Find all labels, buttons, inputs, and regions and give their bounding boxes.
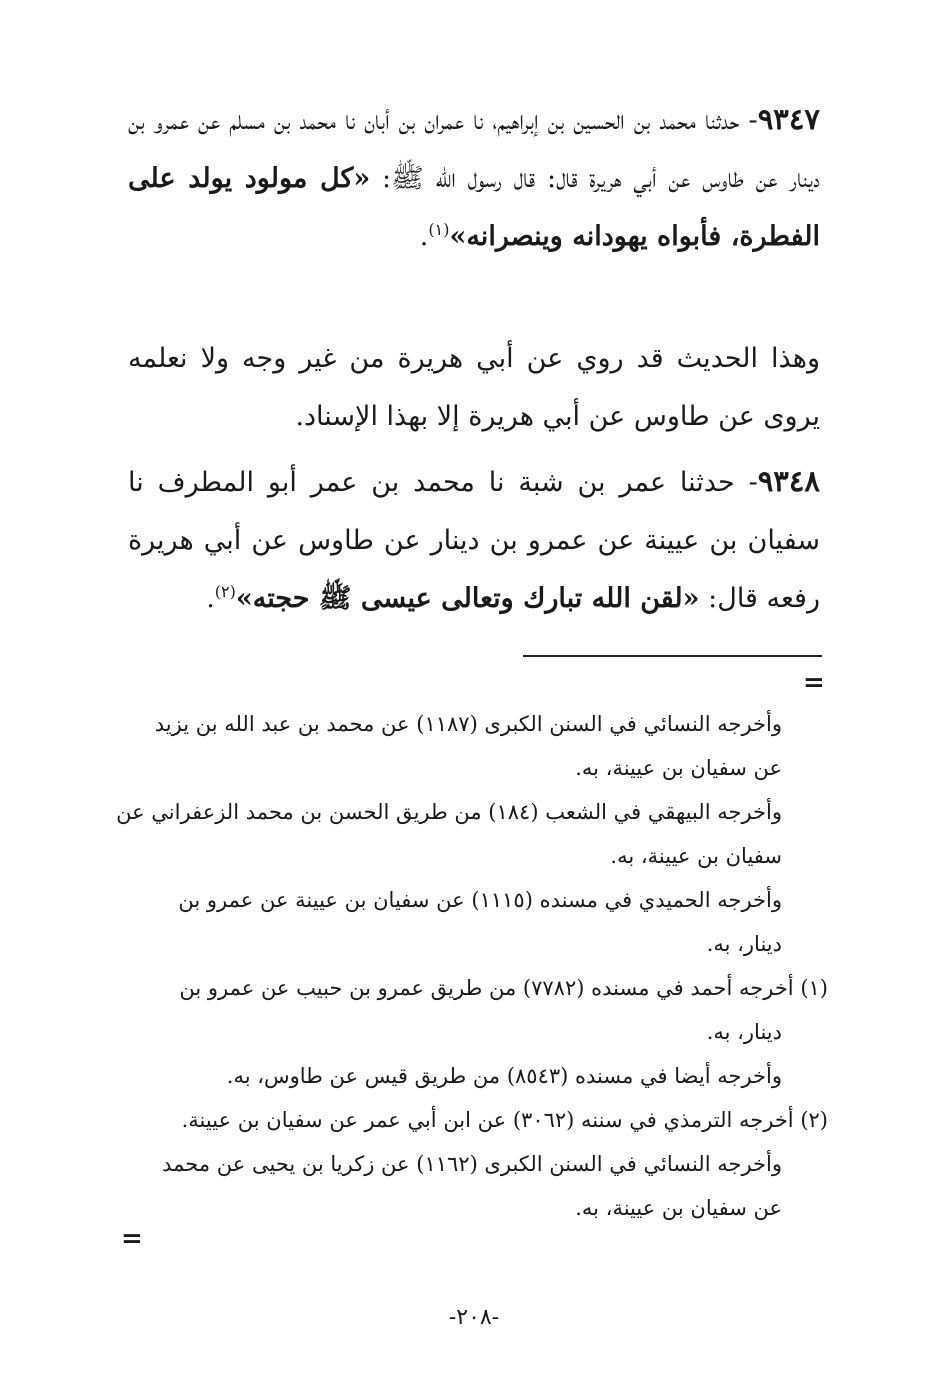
hadith-number: ٩٣٤٨ [757, 464, 820, 498]
footnote-line: عن سفيان بن عيينة، به. [575, 1196, 782, 1220]
hadith-9348 [128, 452, 820, 628]
footnote-line: (٢) أخرجه الترمذي في سننه (٣٠٦٢) عن ابن أبي عمر عن سفيان بن عيينة. [181, 1108, 828, 1132]
footnote-line: وأخرجه أيضا في مسنده (٨٥٤٣) من طريق قيس عن طاوس، به. [226, 1064, 782, 1088]
footnote-line: سفيان بن عيينة، به. [610, 844, 782, 868]
hadith-end: . [206, 583, 215, 614]
footnote-line: وأخرجه النسائي في السنن الكبرى (١١٦٢) عن زكريا بن يحيى عن محمد [162, 1152, 782, 1176]
footnote-line: وأخرجه النسائي في السنن الكبرى (١١٨٧) عن محمد بن عبد الله بن يزيد [154, 712, 782, 736]
hadith-9347 [128, 90, 820, 266]
footnote-end-mark: = [121, 1224, 143, 1254]
footnote-line: دينار، به. [706, 932, 782, 956]
continuation-mark: = [803, 668, 825, 698]
footnote-line: وأخرجه البيهقي في الشعب (١٨٤) من طريق الحسن بن محمد الزعفراني عن [116, 800, 782, 824]
hadith-matn: «كل مولود يولد على الفطرة، فأبواه يهودانه وينصرانه» [128, 163, 820, 252]
page-number: -٢٠٨- [448, 1305, 500, 1330]
footnote-line: (١) أخرجه أحمد في مسنده (٧٧٨٢) من طريق عمرو بن حبيب عن عمرو بن [179, 976, 828, 1000]
hadith-matn: «لقن الله تبارك وتعالى عيسى ﷺ حجته» [235, 583, 700, 614]
hadith-isnad: - حدثنا محمد بن الحسين بن إبراهيم، نا عمران بن أبان نا محمد بن مسلم عن عمرو بن دينار عن طاوس عن أبي هريرة قال: قال رسول الله ﷺ: [128, 105, 820, 194]
hadith-isnad: - حدثنا عمر بن شبة نا محمد بن عمر أبو المطرف نا سفيان بن عيينة عن عمرو بن دينار عن طاوس عن أبي هريرة رفعه قال: [128, 467, 820, 614]
hadith-end: . [419, 221, 429, 252]
hadith-number: ٩٣٤٧ [757, 102, 820, 136]
footnote-ref-1: (١) [428, 220, 450, 239]
footnote-line: دينار، به. [706, 1020, 782, 1044]
footnote-line: عن سفيان بن عيينة، به. [575, 756, 782, 780]
footnotes [116, 702, 828, 1230]
commentary-paragraph: وهذا الحديث قد روي عن أبي هريرة من غير وجه ولا نعلمه يروى عن طاوس عن أبي هريرة إلا بهذا الإسناد. [128, 343, 820, 432]
footnote-ref-2: (٢) [214, 582, 236, 601]
footnote-line: وأخرجه الحميدي في مسنده (١١١٥) عن سفيان بن عيينة عن عمرو بن [178, 888, 782, 912]
footnote-divider [523, 655, 822, 657]
